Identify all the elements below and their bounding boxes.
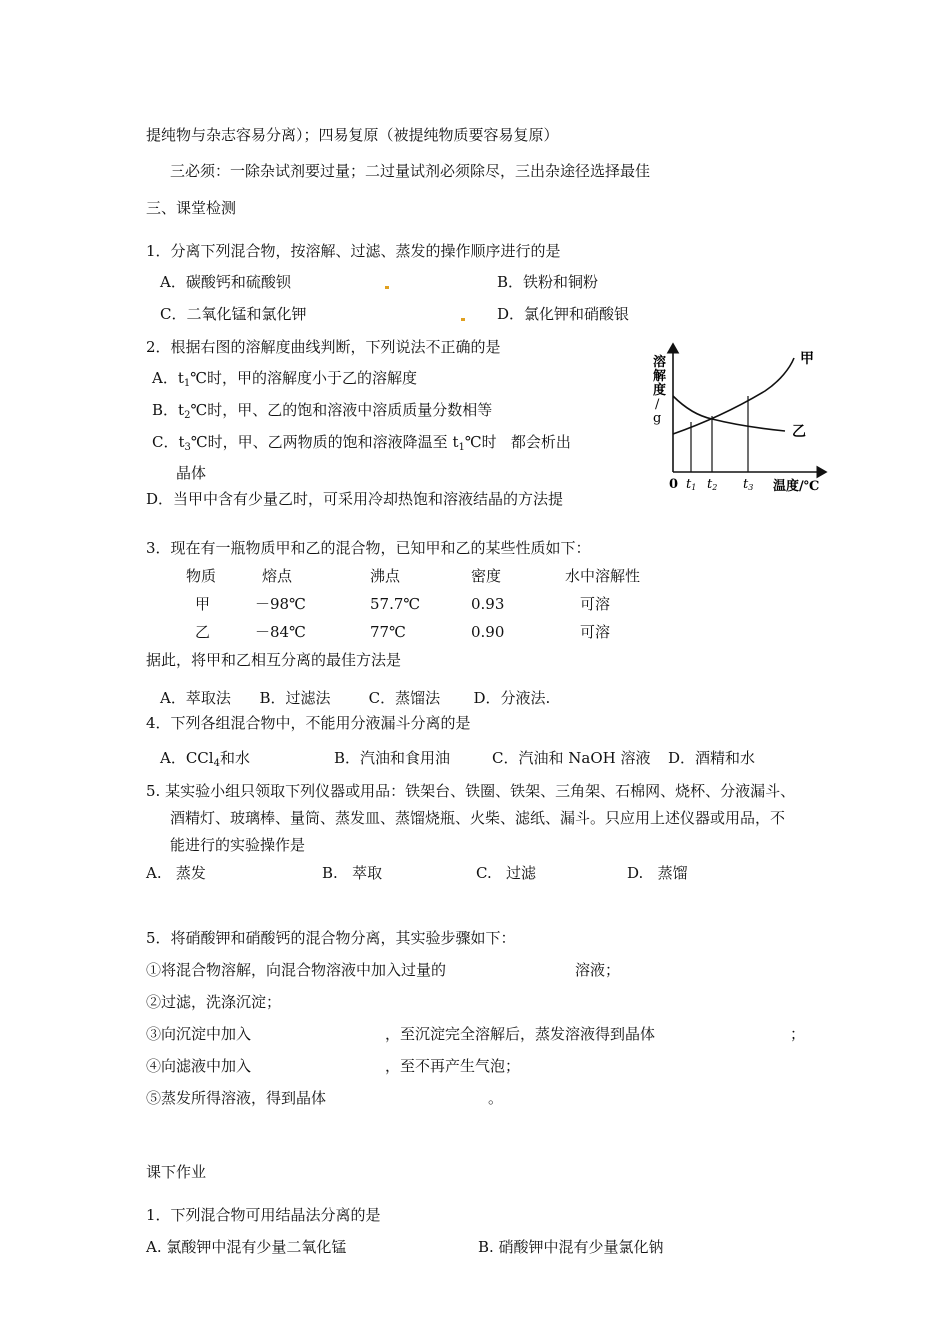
q5b-step-1-end: 溶液； (575, 961, 621, 979)
q4-option-d: D．酒精和水 (668, 749, 756, 767)
x-tick-t1: t1 (686, 477, 697, 492)
q2-stem: 2．根据右图的溶解度曲线判断，下列说法不正确的是 (146, 338, 501, 356)
table-cell: 77℃ (370, 623, 406, 641)
y-axis-label-char-3: 度 (653, 383, 667, 398)
table-cell: 0.90 (471, 623, 505, 641)
table-cell: 0.93 (471, 595, 505, 613)
table-cell: 57.7℃ (370, 595, 421, 613)
q5b-step-2: ②过滤，洗涤沉淀； (146, 993, 282, 1011)
stray-mark (461, 318, 465, 321)
table-header: 物质 (186, 567, 217, 585)
q1-option-a: A．碳酸钙和硫酸钡 (160, 273, 291, 291)
homework-q1-option-b: B. 硝酸钾中混有少量氯化钠 (478, 1238, 664, 1256)
q4-stem: 4．下列各组混合物中，不能用分液漏斗分离的是 (146, 714, 471, 732)
q2-option-c-cont: 晶体 (176, 464, 207, 482)
q2-option-c: C．$t_3℃$时，甲、乙两物质的饱和溶液降温至 $t_1℃$时 都会析出 (152, 433, 571, 453)
x-tick-t2: t2 (707, 477, 718, 492)
q5b-step-5: ⑤蒸发所得溶液，得到晶体 (146, 1089, 327, 1107)
q5b-step-3-mid: ，至沉淀完全溶解后，蒸发溶液得到晶体 (385, 1025, 656, 1043)
q5a-option-c: C. 过滤 (476, 864, 537, 882)
q3-options: A．萃取法 B．过滤法 C．蒸馏法 D．分液法. (160, 689, 551, 707)
y-axis-label-char-4: / (655, 397, 660, 412)
table-cell: 可溶 (580, 623, 611, 641)
y-axis-label (653, 354, 667, 426)
table-header: 水中溶解性 (565, 567, 641, 585)
q2-option-d: D．当甲中含有少量乙时，可采用冷却热饱和溶液结晶的方法提 (146, 490, 564, 508)
q5b-step-3: ③向沉淀中加入 (146, 1025, 252, 1043)
y-axis-label-char-1: 溶 (653, 355, 667, 370)
q3-stem: 3．现在有一瓶物质甲和乙的混合物，已知甲和乙的某些性质如下： (146, 539, 591, 557)
q5b-step-4: ④向滤液中加入 (146, 1057, 252, 1075)
q5b-stem: 5．将硝酸钾和硝酸钙的混合物分离，其实验步骤如下： (146, 929, 516, 947)
solubility-chart (640, 336, 840, 496)
series-yi-label: 乙 (792, 424, 806, 440)
q4-option-b: B．汽油和食用油 (334, 749, 451, 767)
q4-option-a: A．CCl$_4$和水 (160, 749, 250, 769)
y-axis-label-char-2: 解 (653, 369, 667, 384)
table-cell: 甲 (195, 595, 211, 613)
table-header: 密度 (471, 567, 502, 585)
origin-label: 0 (669, 477, 679, 492)
q1-option-d: D．氯化钾和硝酸银 (497, 305, 630, 323)
x-axis-label: 温度/℃ (773, 479, 820, 494)
q5a-option-d: D. 蒸馏 (627, 864, 688, 882)
table-cell: 乙 (195, 623, 211, 641)
q3-conclusion: 据此，将甲和乙相互分离的最佳方法是 (146, 651, 402, 669)
table-header: 沸点 (370, 567, 401, 585)
q1-option-c: C．二氧化锰和氯化钾 (160, 305, 307, 323)
table-cell: 可溶 (580, 595, 611, 613)
table-header: 熔点 (262, 567, 293, 585)
intro-line-1: 提纯物与杂志容易分离）；四易复原（被提纯物质要容易复原） (146, 126, 559, 144)
q2-option-b: B．$t_2℃$时，甲、乙的饱和溶液中溶质质量分数相等 (152, 401, 493, 421)
q5a-line-1: 5. 某实验小组只领取下列仪器或用品：铁架台、铁圈、铁架、三角架、石棉网、烧杯、分液漏斗、 (146, 782, 796, 800)
q5a-option-b: B. 萃取 (322, 864, 383, 882)
q5b-step-5-end: 。 (488, 1089, 504, 1107)
intro-line-2: 三必须：一除杂试剂要过量；二过量试剂必须除尽，三出杂途径选择最佳 (170, 162, 651, 180)
homework-q1-stem: 1．下列混合物可用结晶法分离的是 (146, 1206, 381, 1224)
q4-option-c: C．汽油和 NaOH 溶液 (492, 749, 651, 767)
q5a-line-2: 酒精灯、玻璃棒、量筒、蒸发皿、蒸馏烧瓶、火柴、滤纸、漏斗。只应用上述仪器或用品，不 (170, 809, 786, 827)
homework-q1-option-a: A. 氯酸钾中混有少量二氧化锰 (146, 1238, 347, 1256)
table-cell: －84℃ (255, 623, 306, 641)
q5b-step-1: ①将混合物溶解，向混合物溶液中加入过量的 (146, 961, 447, 979)
q5b-step-4-end: ，至不再产生气泡； (385, 1057, 521, 1075)
section-title: 三、课堂检测 (146, 199, 237, 217)
series-yi-curve (673, 396, 785, 431)
y-axis-label-char-5: g (653, 411, 662, 426)
x-tick-t3: t3 (743, 477, 754, 492)
q1-stem: 1．分离下列混合物，按溶解、过滤、蒸发的操作顺序进行的是 (146, 242, 561, 260)
series-jia-label: 甲 (800, 351, 814, 367)
q5b-step-3-end: ； (790, 1025, 806, 1043)
homework-title: 课下作业 (146, 1163, 207, 1181)
table-cell: －98℃ (255, 595, 306, 613)
q1-option-b: B．铁粉和铜粉 (497, 273, 599, 291)
q5a-line-3: 能进行的实验操作是 (170, 836, 306, 854)
stray-mark (385, 286, 389, 289)
q5a-option-a: A. 蒸发 (146, 864, 206, 882)
q2-option-a: A．$t_1℃$时，甲的溶解度小于乙的溶解度 (152, 369, 418, 389)
